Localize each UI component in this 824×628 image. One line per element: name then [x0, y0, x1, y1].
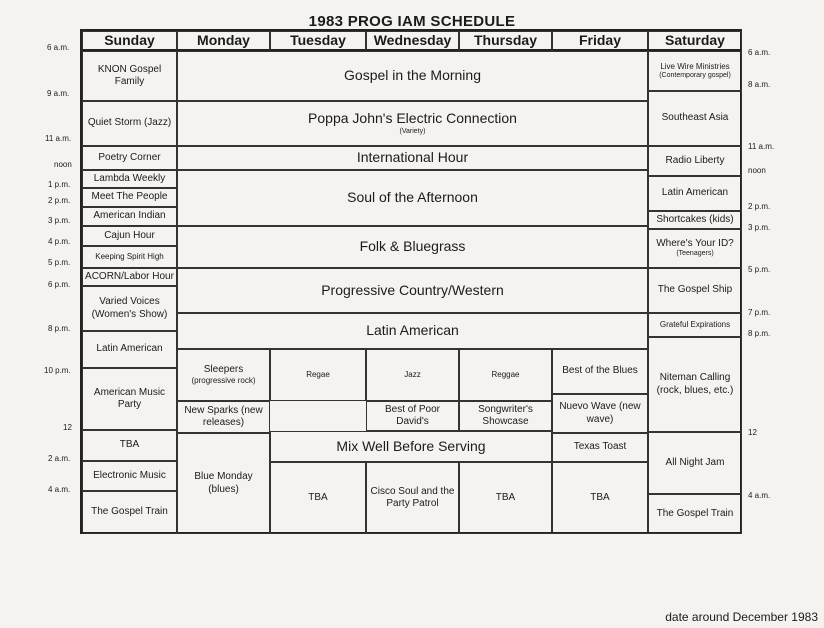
program-cell: Texas Toast [552, 433, 648, 462]
program-cell: Nuevo Wave (new wave) [552, 394, 648, 433]
time-label-left: 4 a.m. [48, 485, 71, 494]
time-label-right: 8 a.m. [748, 80, 771, 89]
program-cell: TBA [552, 462, 648, 534]
program-cell: Latin American [177, 313, 648, 349]
program-cell: Blue Monday (blues) [177, 433, 270, 534]
program-cell: Poetry Corner [82, 146, 177, 170]
time-label-left: 2 p.m. [48, 196, 71, 205]
time-label-left: 10 p.m. [44, 366, 71, 375]
time-label-right: 6 a.m. [748, 48, 771, 57]
time-label-right: noon [748, 166, 766, 175]
header-monday: Monday [177, 31, 270, 51]
program-cell: Folk & Bluegrass [177, 226, 648, 268]
program-title: Live Wire Ministries [660, 61, 730, 71]
program-cell [177, 349, 270, 401]
header-thursday: Thursday [459, 31, 552, 51]
schedule-grid [80, 29, 742, 534]
program-cell [648, 229, 742, 268]
header-wednesday: Wednesday [366, 31, 459, 51]
program-cell: Best of the Blues [552, 349, 648, 394]
program-cell: Jazz [366, 349, 459, 401]
program-cell: Latin American [82, 331, 177, 368]
program-cell [82, 246, 177, 268]
program-cell: Best of Poor David's [366, 401, 459, 431]
time-label-right: 12 [748, 428, 757, 437]
program-cell: American Music Party [82, 368, 177, 430]
schedule-title: 1983 PROG IAM SCHEDULE [308, 13, 516, 30]
program-cell: Progressive Country/Western [177, 268, 648, 313]
time-label-left: 3 p.m. [48, 216, 71, 225]
program-title: Sleepers [203, 363, 244, 375]
program-cell: Quiet Storm (Jazz) [82, 101, 177, 146]
program-cell: KNON Gospel Family [82, 51, 177, 101]
time-label-left: 11 a.m. [45, 134, 72, 143]
program-subtitle: (Contemporary gospel) [659, 71, 731, 79]
program-cell: Latin American [648, 176, 742, 211]
program-title: Keeping Spirit High [95, 252, 164, 261]
time-label-left: 5 p.m. [48, 258, 71, 267]
program-title: Grateful Expirations [659, 320, 731, 329]
time-label-left: 6 a.m. [47, 43, 70, 52]
header-saturday: Saturday [648, 31, 742, 51]
program-cell: Meet The People [82, 188, 177, 207]
program-cell: Regae [270, 349, 366, 401]
program-cell: TBA [270, 462, 366, 534]
program-cell: Reggae [459, 349, 552, 401]
program-cell: Mix Well Before Serving [270, 431, 552, 462]
program-cell: Shortcakes (kids) [648, 211, 742, 229]
program-cell: American Indian [82, 207, 177, 226]
time-label-left: 6 p.m. [48, 280, 71, 289]
time-label-left: 4 p.m. [48, 237, 71, 246]
time-label-left: 1 p.m. [48, 180, 71, 189]
date-footnote: date around December 1983 [665, 610, 818, 624]
program-cell [177, 101, 648, 146]
time-label-left: noon [54, 160, 72, 169]
program-cell: The Gospel Ship [648, 268, 742, 313]
program-cell [648, 51, 742, 91]
program-cell: TBA [459, 462, 552, 534]
program-cell: International Hour [177, 146, 648, 170]
program-title: Varied Voices [99, 296, 160, 307]
time-label-right: 3 p.m. [748, 223, 771, 232]
program-cell: Soul of the Afternoon [177, 170, 648, 226]
program-cell: Songwriter's Showcase [459, 401, 552, 431]
program-cell: Cisco Soul and the Party Patrol [366, 462, 459, 534]
program-title: Poppa John's Electric Connection [308, 110, 517, 127]
program-cell: Electronic Music [82, 461, 177, 491]
program-cell: The Gospel Train [82, 491, 177, 534]
program-cell: Lambda Weekly [82, 170, 177, 188]
time-label-right: 8 p.m. [748, 329, 771, 338]
time-label-right: 5 p.m. [748, 265, 771, 274]
program-cell: Radio Liberty [648, 146, 742, 176]
time-label-right: 4 a.m. [748, 491, 771, 500]
program-cell: All Night Jam [648, 432, 742, 494]
time-label-left: 2 a.m. [48, 454, 71, 463]
program-subtitle: (Women's Show) [91, 308, 168, 320]
program-cell: Southeast Asia [648, 91, 742, 146]
time-label-left: 12 [63, 423, 72, 432]
header-sunday: Sunday [82, 31, 177, 51]
program-cell: Gospel in the Morning [177, 51, 648, 101]
program-cell [82, 286, 177, 331]
time-label-left: 9 a.m. [47, 89, 70, 98]
program-cell: New Sparks (new releases) [177, 401, 270, 433]
time-label-right: 11 a.m. [748, 142, 775, 151]
program-subtitle: (progressive rock) [191, 376, 256, 386]
program-cell: The Gospel Train [648, 494, 742, 534]
program-cell: TBA [82, 430, 177, 461]
program-cell [648, 313, 742, 337]
program-cell: ACORN/Labor Hour [82, 268, 177, 286]
time-label-left: 8 p.m. [48, 324, 71, 333]
header-tuesday: Tuesday [270, 31, 366, 51]
program-subtitle: (Variety) [399, 127, 426, 135]
time-label-right: 2 p.m. [748, 202, 771, 211]
program-subtitle: (Teenagers) [676, 250, 714, 258]
program-cell: Niteman Calling (rock, blues, etc.) [648, 337, 742, 432]
program-cell: Cajun Hour [82, 226, 177, 246]
time-label-right: 7 p.m. [748, 308, 771, 317]
program-title: Where's Your ID? [656, 237, 734, 249]
header-friday: Friday [552, 31, 648, 51]
